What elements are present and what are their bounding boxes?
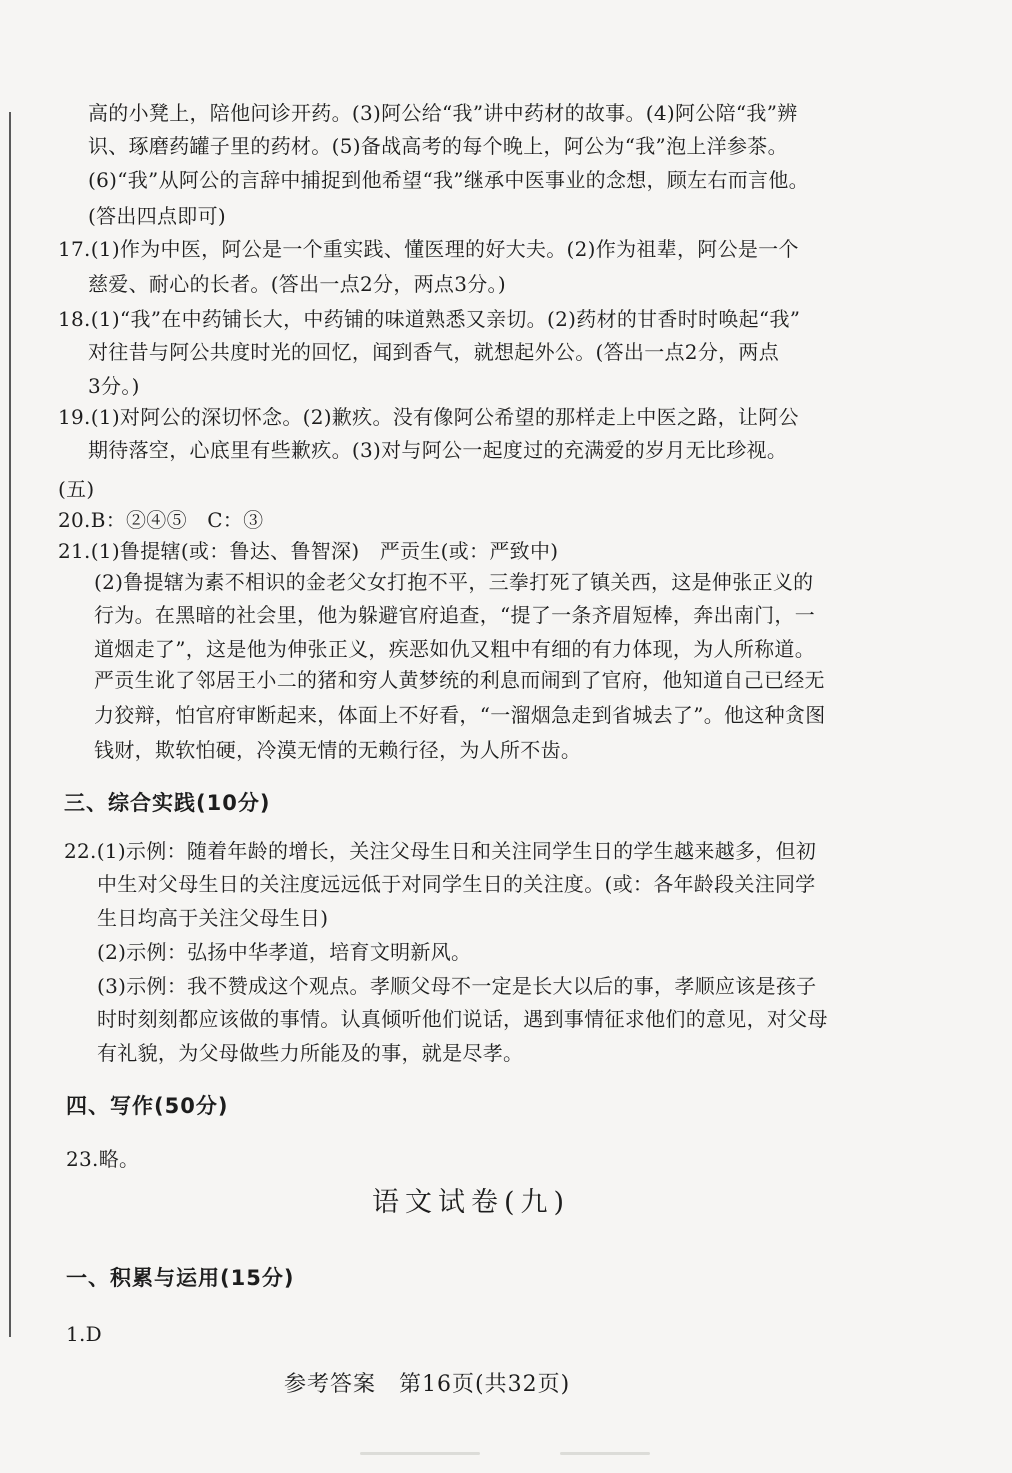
- text-line: 钱财，欺软怕硬，冷漠无情的无赖行径，为人所不齿。: [94, 738, 582, 762]
- text-line: 行为。在黑暗的社会里，他为躲避官府追查，“提了一条齐眉短棒，奔出南门，一: [94, 603, 816, 627]
- text-line: (答出四点即可): [88, 204, 227, 228]
- section-heading-practice: 三、综合实践(10分): [64, 791, 271, 815]
- text-line: 严贡生讹了邻居王小二的猪和穷人黄梦统的利息而闹到了官府，他知道自己已经无: [94, 668, 825, 692]
- text-line: (6)“我”从阿公的言辞中捕捉到他希望“我”继承中医事业的念想，顾左右而言他。: [88, 168, 809, 192]
- answer-23: 23.略。: [66, 1147, 140, 1171]
- text-line: 有礼貌，为父母做些力所能及的事，就是尽孝。: [97, 1041, 524, 1065]
- text-line: 期待落空，心底里有些歉疚。(3)对与阿公一起度过的充满爱的岁月无比珍视。: [88, 438, 788, 462]
- page-footer: 参考答案 第16页(共32页): [284, 1372, 571, 1397]
- answer-21: 21.(1)鲁提辖(或：鲁达、鲁智深) 严贡生(或：严致中): [58, 539, 559, 563]
- text-line: 道烟走了”，这是他为伸张正义，疾恶如仇又粗中有细的有力体现，为人所称道。: [94, 637, 816, 661]
- text-line: 中生对父母生日的关注度远远低于对同学生日的关注度。(或：各年龄段关注同学: [97, 872, 816, 896]
- text-line: 生日均高于关注父母生日): [97, 906, 329, 930]
- text-line: (2)示例：弘扬中华孝道，培育文明新风。: [97, 940, 472, 964]
- left-margin-rule: [9, 112, 11, 1337]
- section-heading-writing: 四、写作(50分): [66, 1094, 229, 1118]
- text-line: 力狡辩，怕官府审断起来，体面上不好看，“一溜烟急走到省城去了”。他这种贪图: [94, 703, 826, 727]
- scan-artifact: [360, 1452, 480, 1455]
- text-line: (2)鲁提辖为素不相识的金老父女打抱不平，三拳打死了镇关西，这是伸张正义的: [94, 570, 814, 594]
- paper-title: 语文试卷(九): [372, 1187, 571, 1218]
- section-five-label: (五): [58, 477, 95, 501]
- text-line: 识、琢磨药罐子里的药材。(5)备战高考的每个晚上，阿公为“我”泡上洋参茶。: [88, 134, 788, 158]
- section-heading-accumulation: 一、积累与运用(15分): [66, 1266, 295, 1290]
- text-line: 时时刻刻都应该做的事情。认真倾听他们说话，遇到事情征求他们的意见，对父母: [97, 1007, 828, 1031]
- answer-1: 1.D: [66, 1322, 103, 1346]
- text-line: 对往昔与阿公共度时光的回忆，闻到香气，就想起外公。(答出一点2分，两点: [88, 340, 780, 364]
- text-line: 慈爱、耐心的长者。(答出一点2分，两点3分。): [88, 272, 506, 296]
- answer-20: 20.B：②④⑤ C：③: [58, 508, 264, 532]
- answer-22: 22.(1)示例：随着年龄的增长，关注父母生日和关注同学生日的学生越来越多，但初: [64, 839, 817, 863]
- text-line: 3分。): [88, 374, 140, 398]
- answer-17: 17.(1)作为中医，阿公是一个重实践、懂医理的好大夫。(2)作为祖辈，阿公是一个: [58, 237, 799, 261]
- answer-18: 18.(1)“我”在中药铺长大，中药铺的味道熟悉又亲切。(2)药材的甘香时时唤起“我”: [58, 307, 801, 331]
- scan-artifact: [560, 1452, 650, 1455]
- text-line: 高的小凳上，陪他问诊开药。(3)阿公给“我”讲中药材的故事。(4)阿公陪“我”辨: [88, 101, 798, 125]
- text-line: (3)示例：我不赞成这个观点。孝顺父母不一定是长大以后的事，孝顺应该是孩子: [97, 974, 817, 998]
- answer-19: 19.(1)对阿公的深切怀念。(2)歉疚。没有像阿公希望的那样走上中医之路，让阿公: [58, 405, 799, 429]
